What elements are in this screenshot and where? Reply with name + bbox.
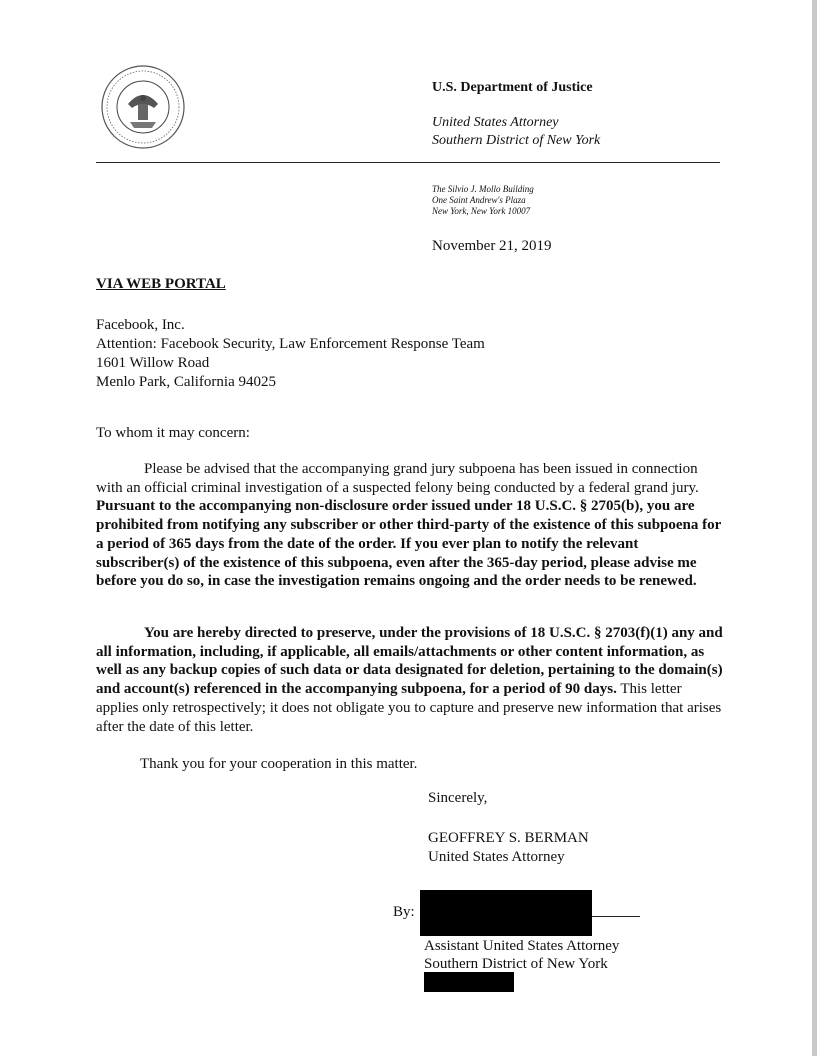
recipient-address: Facebook, Inc. Attention: Facebook Security, Law Enforcement Response Team 1601 Willow Road Menlo Park, California 94025	[96, 317, 485, 390]
office-name: United States Attorney Southern District of New York	[432, 115, 601, 148]
header-divider	[96, 162, 720, 163]
scan-edge	[812, 0, 817, 1056]
signer-name: GEOFFREY S. BERMAN	[428, 830, 589, 846]
signer-title: United States Attorney	[428, 849, 565, 865]
letter-date: November 21, 2019	[432, 238, 552, 254]
by-label: By:	[393, 904, 415, 920]
delivery-method: VIA WEB PORTAL	[96, 276, 226, 292]
thanks-line: Thank you for your cooperation in this matter.	[140, 756, 418, 772]
assistant-title-block: Assistant United States Attorney Southern District of New York	[424, 938, 620, 972]
signer-block	[428, 829, 589, 867]
signature-line	[592, 916, 640, 917]
salutation: To whom it may concern:	[96, 425, 250, 441]
closing: Sincerely,	[428, 790, 488, 806]
department-name: U.S. Department of Justice	[432, 80, 593, 95]
redaction-box-signature	[420, 890, 592, 936]
preservation-paragraph: You are hereby directed to preserve, under the provisions of 18 U.S.C. § 2703(f)(1) any and all information, including, if applicable, all emails/attachments or other content information, as well as any backup copies of such data or data designated for deletion, pertaining to the domain(s) and account(s) referenced in the accompanying subpoena, for a period of 90 days. This letter applies only retrospectively; it does not obligate you to capture and preserve new information that arises after the date of this letter.	[96, 625, 723, 735]
redaction-box-contact	[424, 972, 514, 992]
nondisclosure-paragraph: Please be advised that the accompanying grand jury subpoena has been issued in connection with an official criminal investigation of a suspected felony being conducted by a federal grand jury. Pursuant to the accompanying non-disclosure order issued under 18 U.S.C. § 2705(b), you are prohibited from notifying any subscriber or other third-party of the existence of this subpoena for a period of 365 days from the date of the order. If you ever plan to notify the relevant subscriber(s) of the existence of this subpoena, even after the 365-day period, please advise me before you do so, in case the investigation remains ongoing and the order needs to be renewed.	[96, 461, 722, 590]
building-address: The Silvio J. Mollo Building One Saint Andrew's Plaza New York, New York 10007	[432, 184, 534, 216]
doj-seal-logo	[100, 64, 186, 150]
